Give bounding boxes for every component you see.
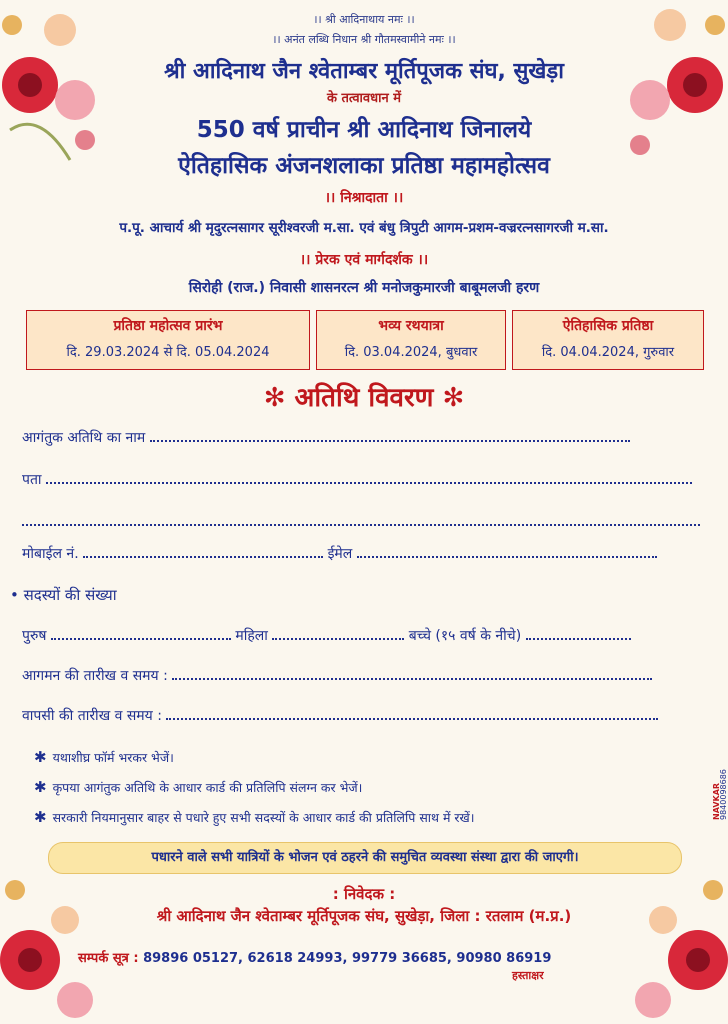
note-text: कृपया आगंतुक अतिथि के आधार कार्ड की प्रतिलिपि संलग्न कर भेजें। xyxy=(52,780,363,795)
mobile-input-line[interactable] xyxy=(83,544,323,558)
arrival-input-line[interactable] xyxy=(172,666,652,680)
address-row[interactable] xyxy=(22,470,692,489)
event-box-1 xyxy=(26,310,310,370)
mobile-email-row[interactable] xyxy=(22,544,657,563)
female-label: महिला xyxy=(235,628,268,644)
contact-label: सम्पर्क सूत्र : xyxy=(78,951,139,966)
temple-title: 550 वर्ष प्राचीन श्री आदिनाथ जिनालये xyxy=(196,117,532,143)
prerak-text: सिरोही (राज.) निवासी शासनरत्न श्री मनोजकुमारजी बाबूमलजी हरण xyxy=(188,280,540,296)
guest-name-input-line[interactable] xyxy=(150,428,630,442)
guest-name-row[interactable] xyxy=(22,428,630,447)
email-input-line[interactable] xyxy=(357,544,657,558)
return-row[interactable] xyxy=(22,706,658,725)
contact-numbers: 89896 05127, 62618 24993, 99779 36685, 90980 86919 xyxy=(143,951,552,966)
address-input-line[interactable] xyxy=(46,470,692,484)
address-label: पता xyxy=(22,472,42,488)
arrival-label: आगमन की तारीख व समय : xyxy=(22,668,168,684)
asterisk-icon: ✱ xyxy=(34,748,47,766)
printer-name: NAVKAR xyxy=(712,782,721,820)
prerak-label: ।। प्रेरक एवं मार्गदर्शक ।। xyxy=(299,252,429,268)
festival-title: ऐतिहासिक अंजनशलाका प्रतिष्ठा महामहोत्सव xyxy=(178,153,550,179)
return-input-line[interactable] xyxy=(166,706,658,720)
members-count-label: • सदस्यों की संख्या xyxy=(10,586,117,604)
asterisk-icon: ✱ xyxy=(34,808,47,826)
arrangement-banner: पधारने वाले सभी यात्रियों के भोजन एवं ठहरने की समुचित व्यवस्था संस्था द्वारा की जाएगी। xyxy=(48,842,682,874)
members-row[interactable] xyxy=(22,626,631,645)
contact-line xyxy=(78,948,551,966)
nishra-text: प.पू. आचार्य श्री मृदुरत्नसागर सूरीश्वरजी म.सा. एवं बंधु त्रिपुटी आगम-प्रशम-वज्ररत्नसागरजी म.सा. xyxy=(119,220,609,236)
event-title: भव्य रथयात्रा xyxy=(378,318,444,334)
note-2 xyxy=(34,778,362,796)
address-row-2[interactable] xyxy=(22,512,700,530)
note-text: सरकारी नियमानुसार बाहर से पधारे हुए सभी सदस्यों के आधार कार्ड की प्रतिलिपि साथ में रखें। xyxy=(52,810,475,825)
male-label: पुरुष xyxy=(22,628,47,644)
arrival-row[interactable] xyxy=(22,666,652,685)
signatory-role: : निवेदक : xyxy=(332,885,396,903)
note-text: यथाशीघ्र फॉर्म भरकर भेजें। xyxy=(52,750,174,765)
mantra-line-2: ।। अनंत लब्धि निधान श्री गौतमस्वामीने नमः ।। xyxy=(272,33,456,46)
signature-label: हस्ताक्षर xyxy=(512,969,544,982)
signatory-name: श्री आदिनाथ जैन श्वेताम्बर मूर्तिपूजक संघ, सुखेड़ा, जिला : रतलाम (म.प्र.) xyxy=(156,907,572,925)
address-input-line-2[interactable] xyxy=(22,512,700,526)
asterisk-icon: ✱ xyxy=(34,778,47,796)
note-3 xyxy=(34,808,475,826)
event-date: दि. 04.04.2024, गुरुवार xyxy=(541,345,675,360)
mantra-line-1: ।। श्री आदिनाथाय नमः ।। xyxy=(313,13,415,26)
female-input-line[interactable] xyxy=(272,626,404,640)
printer-mark xyxy=(712,760,726,820)
child-input-line[interactable] xyxy=(526,626,631,640)
sangh-title: श्री आदिनाथ जैन श्वेताम्बर मूर्तिपूजक संघ, सुखेड़ा xyxy=(164,59,564,84)
event-date: दि. 29.03.2024 से दि. 05.04.2024 xyxy=(66,345,270,360)
event-title: प्रतिष्ठा महोत्सव प्रारंभ xyxy=(113,318,223,334)
auspices-subtitle: के तत्वावधान में xyxy=(326,91,402,106)
child-label: बच्चे (१५ वर्ष के नीचे) xyxy=(408,628,522,644)
event-date: दि. 03.04.2024, बुधवार xyxy=(344,345,478,360)
nishra-label: ।। निश्रादाता ।। xyxy=(324,190,404,206)
event-box-2 xyxy=(316,310,506,370)
guest-details-heading: ✻ अतिथि विवरण ✻ xyxy=(263,383,465,413)
mobile-label: मोबाईल नं. xyxy=(22,546,79,562)
guest-name-label: आगंतुक अतिथि का नाम xyxy=(22,430,146,446)
note-1 xyxy=(34,748,174,766)
email-label: ईमेल xyxy=(327,546,353,562)
male-input-line[interactable] xyxy=(51,626,231,640)
event-box-3 xyxy=(512,310,704,370)
printer-phone: 9840098686 xyxy=(719,769,728,820)
return-label: वापसी की तारीख व समय : xyxy=(22,708,162,724)
event-title: ऐतिहासिक प्रतिष्ठा xyxy=(562,318,654,334)
